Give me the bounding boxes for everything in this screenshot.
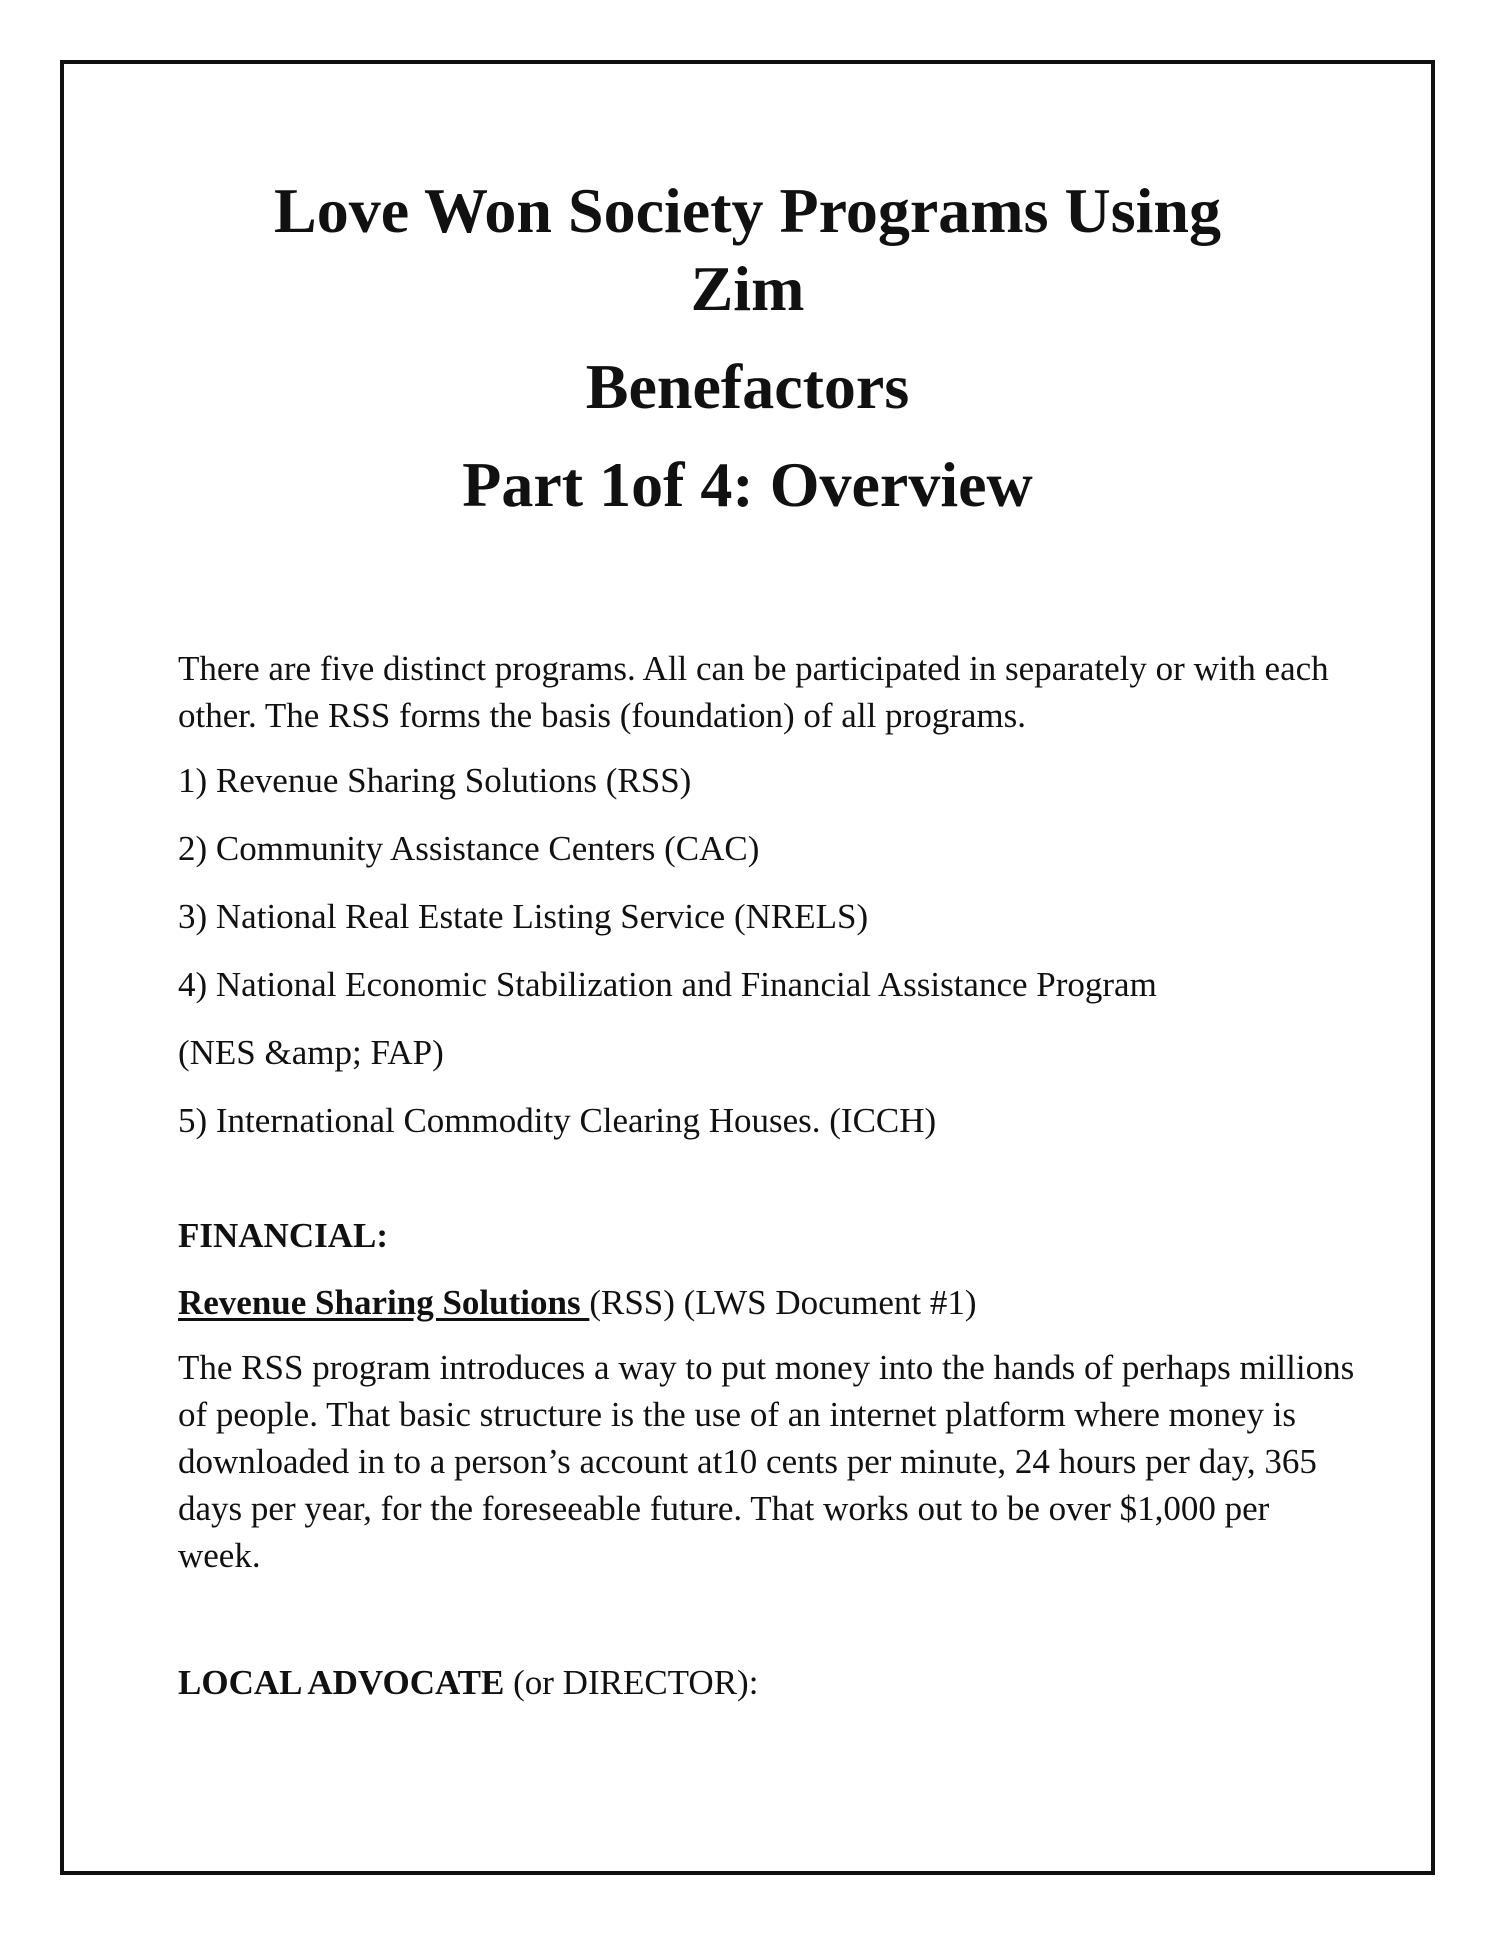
- local-advocate-suffix: (or DIRECTOR):: [504, 1663, 759, 1702]
- title-line-1: Love Won Society Programs Using: [274, 175, 1221, 246]
- program-item: 2) Community Assistance Centers (CAC): [178, 829, 760, 868]
- local-advocate-line: [178, 1659, 1358, 1706]
- rss-reference-suffix: (RSS) (LWS Document #1): [589, 1283, 977, 1322]
- document-title: [60, 172, 1435, 524]
- title-line-3: Benefactors: [585, 351, 910, 422]
- intro-paragraph: There are five distinct programs. All can be participated in separately or with each other. The RSS forms the basis (foundation) of all programs.: [178, 649, 1329, 735]
- financial-heading: FINANCIAL:: [178, 1216, 388, 1255]
- rss-link[interactable]: Revenue Sharing Solutions: [178, 1283, 590, 1322]
- rss-description: The RSS program introduces a way to put money into the hands of perhaps millions of people. That basic structure is the use of an internet platform where money is downloaded in to a person’s account at10 cents per minute, 24 hours per day, 365 days per year, for the foreseeable future. That works out to be over $1,000 per week.: [178, 1348, 1355, 1575]
- title-line-4: Part 1of 4: Overview: [462, 449, 1033, 520]
- program-item: 5) International Commodity Clearing Houses. (ICCH): [178, 1101, 937, 1140]
- program-item: 4) National Economic Stabilization and Financial Assistance Program: [178, 965, 1157, 1004]
- local-advocate-heading: LOCAL ADVOCATE: [178, 1663, 505, 1702]
- program-item-continuation: (NES &amp; FAP): [178, 1033, 444, 1072]
- rss-reference-line: [178, 1279, 1358, 1326]
- program-item: 3) National Real Estate Listing Service (NRELS): [178, 897, 869, 936]
- program-item: 1) Revenue Sharing Solutions (RSS): [178, 761, 692, 800]
- title-line-2: Zim: [690, 253, 805, 324]
- document-body: [178, 645, 1358, 1706]
